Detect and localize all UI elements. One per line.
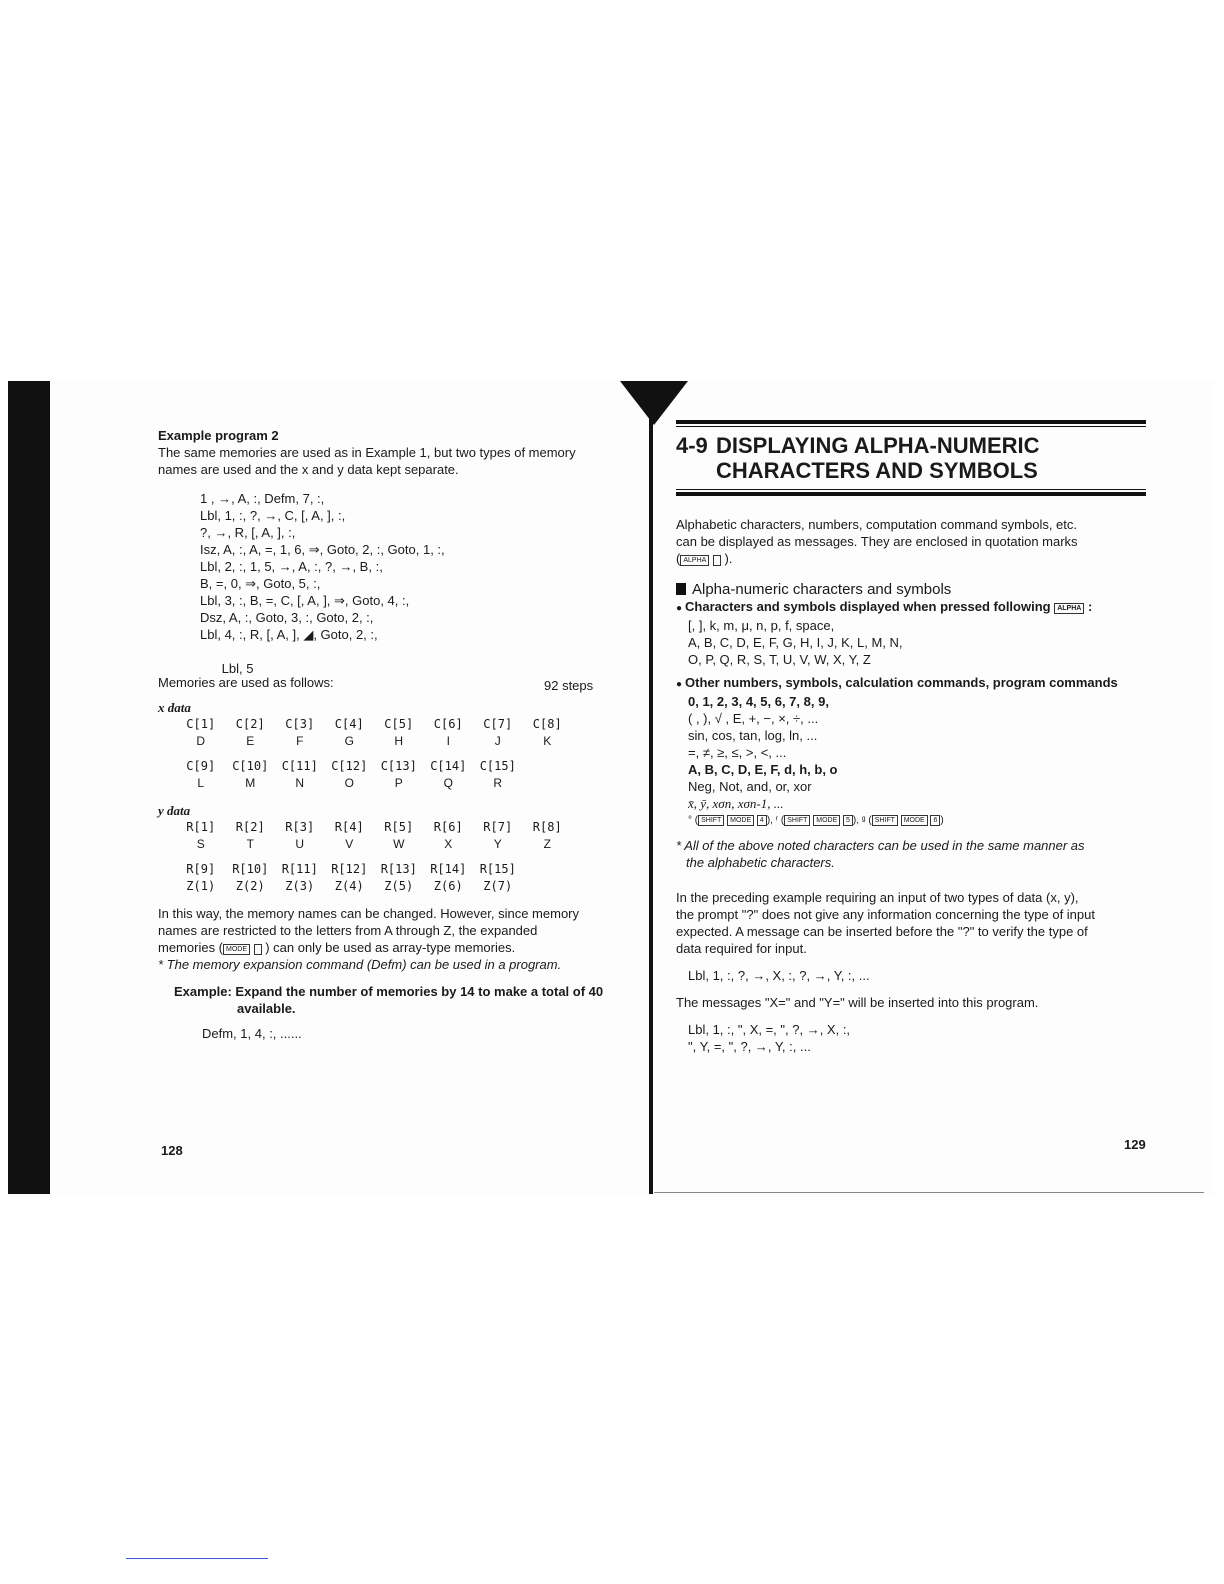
memory-alias: Q	[443, 776, 453, 790]
symbol-line: A, B, C, D, E, F, d, h, b, o	[688, 762, 838, 777]
memory-row	[176, 861, 638, 878]
body-text: ( ALPHA ).	[676, 551, 733, 566]
memory-name: C[11]	[281, 759, 318, 773]
square-bullet-icon	[676, 583, 686, 595]
intro-line: The same memories are used as in Example 1, but two types of memory	[158, 445, 576, 460]
memory-name: R[4]	[334, 820, 364, 834]
y-data-label	[158, 802, 638, 819]
body-text: In the preceding example requiring an input of two types of data (x, y),	[676, 890, 1079, 905]
memory-name: R[5]	[384, 820, 414, 834]
title-line: DISPLAYING ALPHA-NUMERIC	[716, 433, 1040, 458]
memory-name: R[9]	[186, 862, 216, 876]
title-rule	[676, 420, 1146, 424]
title-rule	[676, 489, 1146, 490]
memory-row	[176, 819, 638, 836]
memory-name: C[7]	[483, 717, 513, 731]
memory-name: R[11]	[281, 862, 318, 876]
program-line: 1 , →, A, :, Defm, 7, :,	[200, 491, 325, 506]
bullet-heading-text: Characters and symbols displayed when pressed following	[685, 599, 1051, 614]
memory-name: R[13]	[380, 862, 417, 876]
y-data-label-text: y data	[158, 803, 191, 818]
memory-name: R[12]	[331, 862, 368, 876]
memory-alias: X	[444, 837, 453, 851]
memory-alias: Z(2)	[235, 879, 265, 893]
intro-line: names are used and the x and y data kept separate.	[158, 462, 459, 477]
example-code: Defm, 1, 4, :, ......	[202, 1026, 302, 1041]
memory-row	[176, 716, 638, 733]
memory-name: C[2]	[235, 717, 265, 731]
symbol-list	[676, 693, 1146, 829]
memory-alias: S	[196, 837, 205, 851]
title-line: CHARACTERS AND SYMBOLS	[716, 458, 1038, 483]
memory-alias: R	[493, 776, 503, 790]
body-text: Alphabetic characters, numbers, computation command symbols, etc.	[676, 517, 1078, 532]
example-heading: Example: Expand the number of memories by 14 to make a total of 40	[174, 984, 604, 999]
memory-row	[176, 758, 638, 775]
memory-alias-row	[176, 836, 638, 853]
mode-key-icon: MODE	[813, 815, 840, 826]
page-number: 128	[161, 1143, 183, 1158]
body-text-part: ) can only be used as array-type memories.	[261, 940, 516, 955]
memory-alias: F	[296, 734, 304, 748]
binding-mark	[620, 381, 688, 425]
memory-name: R[7]	[483, 820, 513, 834]
subsection-heading-text: Alpha-numeric characters and symbols	[692, 581, 952, 598]
memory-name: C[3]	[285, 717, 315, 731]
memories-intro: Memories are used as follows:	[158, 675, 334, 690]
memory-alias: Z(3)	[285, 879, 315, 893]
book-spine	[649, 398, 653, 1194]
memory-alias: O	[344, 776, 354, 790]
memory-alias: P	[394, 776, 403, 790]
body-text-part: ).	[720, 551, 733, 566]
footer-link-line[interactable]	[126, 1558, 268, 1559]
symbol-line: =, ≠, ≥, ≤, >, <, ...	[688, 745, 787, 760]
mode-key-icon: MODE	[223, 944, 250, 955]
program-line: Lbl, 1, :, ?, →, C, [, A, ], :,	[200, 508, 346, 523]
example-heading: Example program 2	[158, 428, 279, 443]
memory-name: R[15]	[479, 862, 516, 876]
page-bottom-edge	[654, 1192, 1204, 1193]
memory-alias: G	[344, 734, 354, 748]
memory-name: C[13]	[380, 759, 417, 773]
dot-key-icon	[254, 944, 262, 955]
memory-alias-row	[176, 733, 638, 750]
memory-name: R[10]	[232, 862, 269, 876]
memory-alias: Z(1)	[186, 879, 216, 893]
note-text: * The memory expansion command (Defm) can be used in a program.	[158, 957, 562, 972]
symbol-line: sin, cos, tan, log, ln, ...	[688, 728, 818, 743]
symbol-line: ( , ), √ , E, +, −, ×, ÷, ...	[688, 711, 819, 726]
program-line: Isz, A, :, A, =, 1, 6, ⇒, Goto, 2, :, Goto, 1, :,	[200, 542, 445, 557]
left-page	[158, 427, 638, 1042]
memory-alias: U	[295, 837, 305, 851]
memory-name: C[1]	[186, 717, 216, 731]
example-heading-cont: available.	[237, 1001, 296, 1016]
memory-name: C[15]	[479, 759, 516, 773]
step-count: 92 steps	[544, 678, 594, 693]
memory-alias: Z(4)	[334, 879, 364, 893]
program-line: ?, →, R, [, A, ], :,	[200, 525, 296, 540]
char-line: O, P, Q, R, S, T, U, V, W, X, Y, Z	[688, 652, 871, 667]
program-line: Lbl, 4, :, R, [, A, ], ◢, Goto, 2, :,	[200, 627, 378, 642]
memory-name: R[2]	[235, 820, 265, 834]
char-line: [, ], k, m, μ, n, p, f, space,	[688, 618, 835, 633]
memory-alias: T	[246, 837, 254, 851]
memory-name: R[6]	[433, 820, 463, 834]
memory-name: C[4]	[334, 717, 364, 731]
body-text	[158, 939, 638, 956]
memory-alias: N	[295, 776, 305, 790]
program-line: Dsz, A, :, Goto, 3, :, Goto, 2, :,	[200, 610, 374, 625]
bullet-heading: ● Other numbers, symbols, calculation commands, program commands	[676, 674, 1146, 693]
symbol-line: x̄, ȳ, xσn, xσn-1, ...	[688, 796, 784, 811]
program-line-end: Lbl, 5	[221, 661, 254, 676]
char-line: A, B, C, D, E, F, G, H, I, J, K, L, M, N,	[688, 635, 903, 650]
memory-name: C[12]	[331, 759, 368, 773]
program-line: Lbl, 2, :, 1, 5, →, A, :, ?, →, B, :,	[200, 559, 383, 574]
body-text: names are restricted to the letters from A through Z, the expanded	[158, 923, 538, 938]
program-line: Lbl, 3, :, B, =, C, [, A, ], ⇒, Goto, 4, :,	[200, 593, 410, 608]
memory-name: R[1]	[186, 820, 216, 834]
memory-name: C[8]	[532, 717, 562, 731]
memory-alias: E	[246, 734, 255, 748]
program-code: Lbl, 1, :, ", X, =, ", ?, →, X, :,	[688, 1022, 851, 1037]
section-title	[676, 433, 1146, 483]
six-key-icon: 6	[930, 815, 940, 826]
x-data-label-text: x data	[158, 700, 191, 715]
alpha-key-icon: ALPHA	[1054, 603, 1084, 614]
mode-key-icon: MODE	[727, 815, 754, 826]
memory-alias: I	[446, 734, 450, 748]
memory-alias: M	[245, 776, 256, 790]
five-key-icon: 5	[843, 815, 853, 826]
memory-alias: Z	[543, 837, 551, 851]
memory-name: C[14]	[430, 759, 467, 773]
memory-name: R[3]	[285, 820, 315, 834]
body-text: data required for input.	[676, 941, 807, 956]
memory-alias-row	[176, 775, 638, 792]
symbol-line: 0, 1, 2, 3, 4, 5, 6, 7, 8, 9,	[688, 694, 829, 709]
memory-alias: Z(6)	[433, 879, 463, 893]
memory-alias: H	[394, 734, 404, 748]
memory-name: C[9]	[186, 759, 216, 773]
memory-alias: W	[393, 837, 405, 851]
memory-alias-row	[176, 878, 638, 895]
mode-key-icon: MODE	[901, 815, 928, 826]
memory-alias: Z(5)	[384, 879, 414, 893]
program-code: ", Y, =, ", ?, →, Y, :, ...	[688, 1039, 811, 1054]
quote-key-icon	[713, 555, 721, 566]
right-page	[676, 420, 1146, 1055]
key-sequence-line: ° ( SHIFT MODE 4 ), ʳ ( SHIFT MODE 5 ), ᵍ ( SHIFT MODE 6 )	[688, 815, 944, 826]
memory-alias: D	[196, 734, 206, 748]
char-list	[676, 617, 1146, 668]
alpha-key-icon: ALPHA	[680, 555, 709, 566]
memory-name: C[6]	[433, 717, 463, 731]
program-code: Lbl, 1, :, ?, →, X, :, ?, →, Y, :, ...	[688, 968, 870, 983]
title-rule	[676, 426, 1146, 427]
shift-key-icon: SHIFT	[698, 815, 724, 826]
memory-alias: K	[543, 734, 552, 748]
page-number: 129	[1124, 1137, 1146, 1152]
memory-alias: Y	[493, 837, 502, 851]
memory-alias: Z(7)	[483, 879, 513, 893]
section-number: 4-9	[676, 433, 708, 458]
memory-name: R[8]	[532, 820, 562, 834]
memory-alias: J	[494, 734, 501, 748]
symbol-line: Neg, Not, and, or, xor	[688, 779, 812, 794]
subsection-heading	[676, 581, 1146, 598]
title-rule	[676, 492, 1146, 496]
bullet-heading: ● Characters and symbols displayed when pressed following ALPHA :	[676, 598, 1146, 617]
memory-alias: V	[345, 837, 354, 851]
body-text: The messages "X=" and "Y=" will be inserted into this program.	[676, 995, 1039, 1010]
shift-key-icon: SHIFT	[872, 815, 898, 826]
body-text: In this way, the memory names can be changed. However, since memory	[158, 906, 580, 921]
x-data-label	[158, 699, 638, 716]
shift-key-icon: SHIFT	[784, 815, 810, 826]
memory-name: C[5]	[384, 717, 414, 731]
four-key-icon: 4	[757, 815, 767, 826]
program-line: B, =, 0, ⇒, Goto, 5, :,	[200, 576, 321, 591]
body-text: expected. A message can be inserted before the "?" to verify the type of	[676, 924, 1088, 939]
memory-alias: L	[197, 776, 205, 790]
memory-name: R[14]	[430, 862, 467, 876]
note-text: the alphabetic characters.	[686, 855, 835, 870]
note-text: * All of the above noted characters can be used in the same manner as	[676, 838, 1085, 853]
body-text: can be displayed as messages. They are enclosed in quotation marks	[676, 534, 1078, 549]
memory-name: C[10]	[232, 759, 269, 773]
body-text-part: memories (	[158, 940, 224, 955]
scan-black-edge	[8, 381, 50, 1194]
body-text: the prompt "?" does not give any information concerning the type of input	[676, 907, 1095, 922]
